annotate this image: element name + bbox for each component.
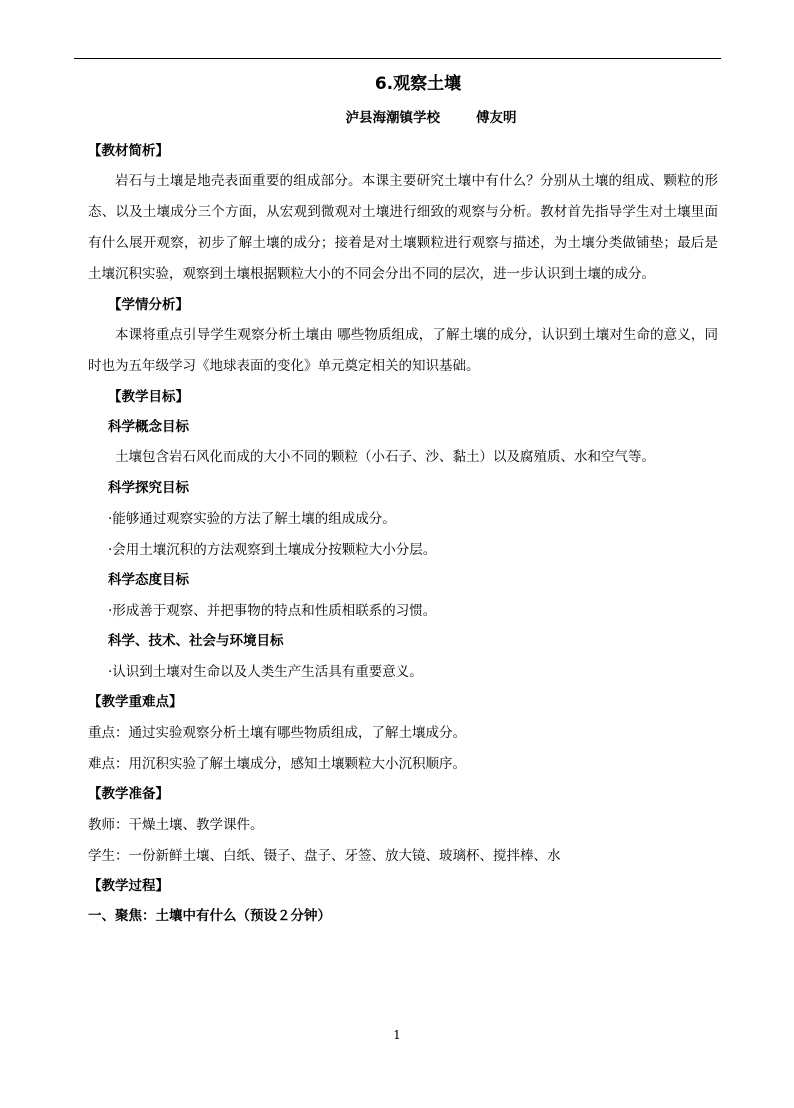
difficulty-point: 难点：用沉积实验了解土壤成分，感知土壤颗粒大小沉积顺序。 (88, 755, 466, 772)
student-preparation: 学生：一份新鲜土壤、白纸、镊子、盘子、牙签、放大镜、玻璃杯、搅拌棒、水 (88, 847, 561, 864)
header-rule (74, 58, 721, 59)
heading-students: 【学情分析】 (108, 297, 189, 313)
sts-goal-item: ·认识到土壤对生命以及人类生产生活具有重要意义。 (108, 663, 423, 680)
page-title: 6.观察土壤 (374, 74, 462, 94)
school-name: 泸县海潮镇学校 (345, 110, 440, 126)
attitude-goal-title: 科学态度目标 (108, 572, 189, 588)
sts-goal-title: 科学、技术、社会与环境目标 (108, 633, 284, 649)
heading-process: 【教学过程】 (88, 878, 169, 894)
textbook-body: 岩石与土壤是地壳表面重要的组成部分。本课主要研究土壤中有什么？分别从土壤的组成、颗粒的形态、以及土壤成分三个方面，从宏观到微观对土壤进行细致的观察与分析。教材首先指导学生对土壤里面有什么展开观察，初步了解土壤的成分；接着是对土壤颗粒进行观察与描述，为土壤分类做铺垫；最后是土壤沉积实验，观察到土壤根据颗粒大小的不同会分出不同的层次，进一步认识到土壤的成分。 (88, 173, 718, 282)
concept-goal-body: 土壤包含岩石风化而成的大小不同的颗粒（小石子、沙、黏土）以及腐殖质、水和空气等。 (115, 449, 655, 465)
page-number: 1 (393, 1028, 401, 1042)
author-line (88, 108, 718, 128)
inquiry-goal-item: ·会用土壤沉积的方法观察到土壤成分按颗粒大小分层。 (108, 541, 437, 558)
document-page (88, 72, 718, 931)
process-step-1: 一、聚焦：土壤中有什么（预设２分钟） (88, 908, 331, 924)
teacher-name: 傅友明 (476, 110, 517, 126)
inquiry-goal-item: ·能够通过观察实验的方法了解土壤的组成成分。 (108, 510, 396, 527)
heading-textbook: 【教材简析】 (88, 143, 169, 159)
concept-goal-title: 科学概念目标 (108, 419, 189, 435)
inquiry-goal-title: 科学探究目标 (108, 480, 189, 496)
heading-goals: 【教学目标】 (108, 389, 189, 405)
heading-key-points: 【教学重难点】 (88, 694, 183, 710)
heading-preparation: 【教学准备】 (88, 786, 169, 802)
key-point: 重点：通过实验观察分析土壤有哪些物质组成，了解土壤成分。 (88, 724, 466, 741)
teacher-preparation: 教师：干燥土壤、教学课件。 (88, 816, 264, 833)
students-body: 本课将重点引导学生观察分析土壤由 哪些物质组成，了解土壤的成分，认识到土壤对生命的意义，同时也为五年级学习《地球表面的变化》单元奠定相关的知识基础。 (88, 327, 718, 374)
attitude-goal-item: ·形成善于观察、并把事物的特点和性质相联系的习惯。 (108, 602, 437, 619)
